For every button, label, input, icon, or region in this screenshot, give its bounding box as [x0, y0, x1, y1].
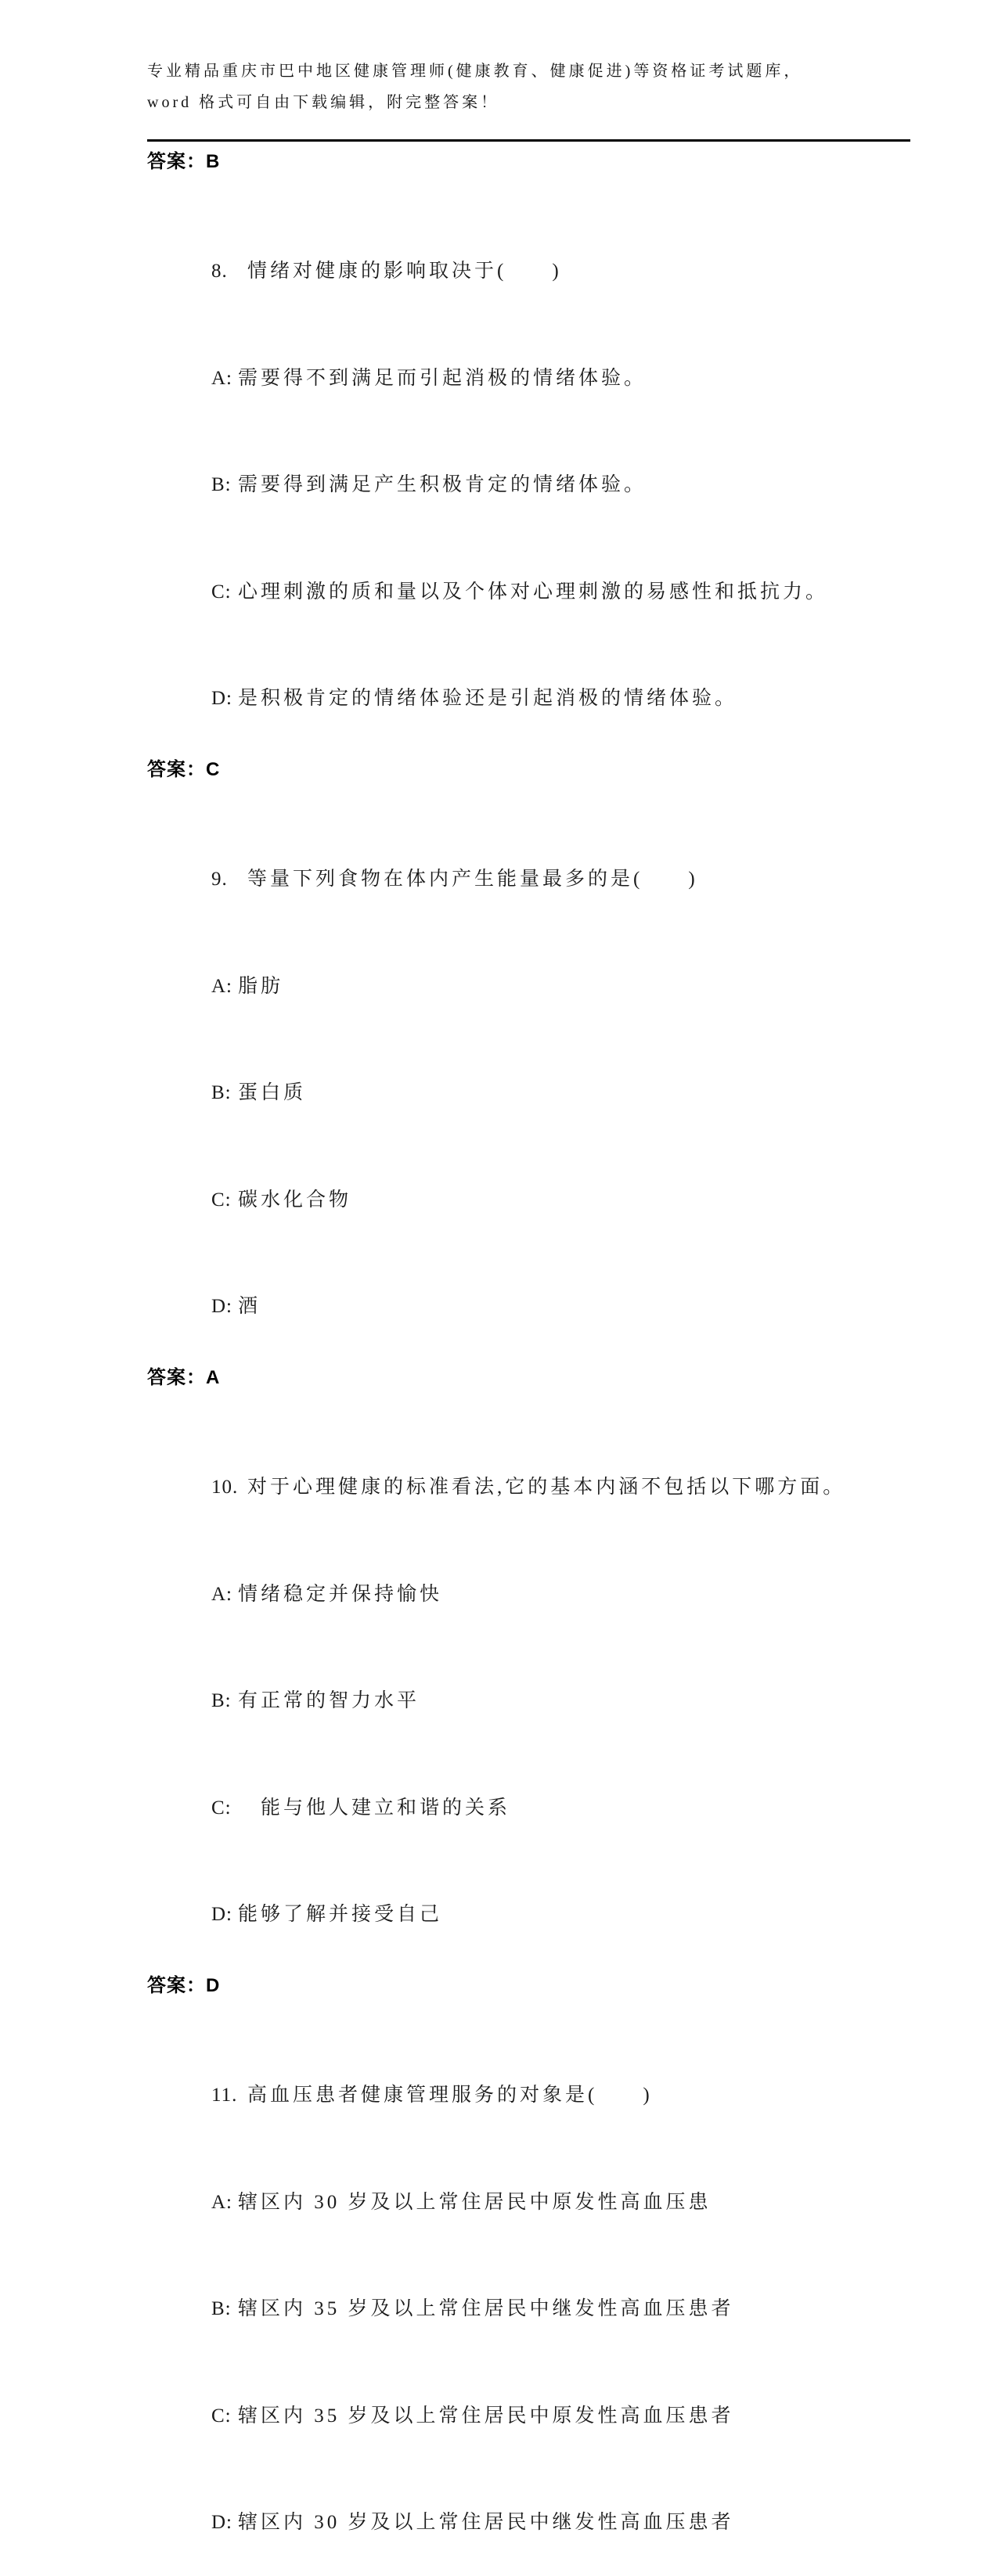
option-text: 辖区内 35 岁及以上常住居民中继发性高血压患者 — [238, 2298, 734, 2319]
header-line-1: 专业精品重庆市巴中地区健康管理师(健康教育、健康促进)等资格证考试题库， — [147, 56, 930, 87]
question-line — [147, 1434, 930, 1542]
option-label: B: — [211, 2291, 238, 2327]
option-line-b — [147, 2256, 930, 2363]
option-label: C: — [211, 2398, 238, 2434]
option-text: 辖区内 30 岁及以上常住居民中原发性高血压患 — [238, 2192, 712, 2213]
option-label: C: — [211, 574, 238, 610]
question-line — [147, 826, 930, 934]
option-text: 情绪稳定并保持愉快 — [238, 1584, 442, 1605]
option-text: 需要得不到满足而引起消极的情绪体验。 — [238, 368, 647, 389]
document-content — [147, 56, 930, 2576]
option-text: 辖区内 35 岁及以上常住居民中原发性高血压患者 — [238, 2405, 734, 2427]
question-number: 9. — [211, 862, 247, 898]
answer-line: 答案：C — [147, 752, 930, 788]
option-label: B: — [211, 1683, 238, 1719]
question-number: 11. — [211, 2078, 247, 2114]
option-line-d — [147, 646, 930, 753]
question-text: 情绪对健康的影响取决于( ) — [247, 261, 562, 282]
document-header — [147, 56, 930, 118]
header-line-2: word 格式可自由下载编辑，附完整答案！ — [147, 87, 930, 118]
question-block-10 — [147, 1434, 930, 2004]
option-label: A: — [211, 361, 238, 397]
answer-line-q7: 答案：B — [147, 144, 930, 180]
answer-line: 答案：A — [147, 1360, 930, 1396]
option-label: B: — [211, 467, 238, 503]
option-label: D: — [211, 1289, 238, 1325]
option-line-d — [147, 1862, 930, 1969]
option-line-c — [147, 538, 930, 646]
option-text: 是积极肯定的情绪体验还是引起消极的情绪体验。 — [238, 688, 737, 709]
option-text: 心理刺激的质和量以及个体对心理刺激的易感性和抵抗力。 — [238, 581, 828, 603]
question-text: 高血压患者健康管理服务的对象是( ) — [247, 2085, 653, 2106]
option-text: 能与他人建立和谐的关系 — [238, 1797, 510, 1819]
question-text: 对于心理健康的标准看法,它的基本内涵不包括以下哪方面。 — [247, 1477, 845, 1498]
question-block-9 — [147, 826, 930, 1396]
option-label: C: — [211, 1182, 238, 1218]
document-page — [0, 56, 998, 1347]
option-text: 碳水化合物 — [238, 1189, 351, 1211]
question-line — [147, 2042, 930, 2150]
question-number: 10. — [211, 1470, 247, 1506]
option-label: D: — [211, 2505, 238, 2541]
option-line-b — [147, 1040, 930, 1147]
option-label: A: — [211, 1577, 238, 1613]
option-label: A: — [211, 969, 238, 1005]
option-label: D: — [211, 681, 238, 717]
question-text: 等量下列食物在体内产生能量最多的是( ) — [247, 869, 698, 890]
option-text: 脂肪 — [238, 976, 283, 997]
option-label: A: — [211, 2185, 238, 2221]
option-label: C: — [211, 1790, 238, 1826]
option-text: 酒 — [238, 1296, 261, 1317]
answer-line: 答案：D — [147, 1968, 930, 2004]
option-line-b — [147, 1648, 930, 1755]
option-text: 能够了解并接受自己 — [238, 1904, 442, 1925]
question-number: 8. — [211, 254, 247, 290]
question-block-11 — [147, 2042, 930, 2576]
option-line-c — [147, 1146, 930, 1254]
option-line-d — [147, 2470, 930, 2576]
option-line-d — [147, 1254, 930, 1361]
option-text: 需要得到满足产生积极肯定的情绪体验。 — [238, 474, 647, 495]
option-text: 蛋白质 — [238, 1082, 306, 1103]
option-line-c — [147, 1754, 930, 1862]
option-label: B: — [211, 1075, 238, 1111]
option-text: 有正常的智力水平 — [238, 1690, 420, 1711]
option-line-a — [147, 1541, 930, 1648]
header-divider-double-rule — [147, 139, 910, 142]
option-line-b — [147, 432, 930, 539]
option-line-a — [147, 933, 930, 1040]
option-line-a — [147, 2149, 930, 2256]
question-line — [147, 218, 930, 326]
option-label: D: — [211, 1897, 238, 1933]
option-line-a — [147, 325, 930, 432]
option-line-c — [147, 2362, 930, 2470]
option-text: 辖区内 30 岁及以上常住居民中继发性高血压患者 — [238, 2512, 734, 2533]
question-block-8 — [147, 218, 930, 788]
